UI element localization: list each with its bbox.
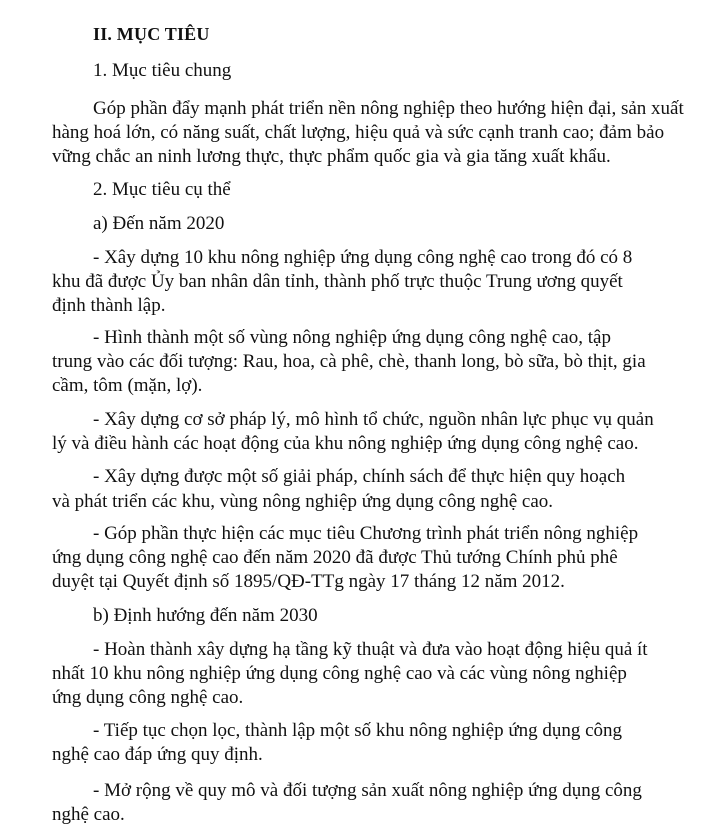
2020-item-2-line-2: trung vào các đối tượng: Rau, hoa, cà phê, chè, thanh long, bò sữa, bò thịt, gia [52,351,646,372]
2030-item-1-line-1: - Hoàn thành xây dựng hạ tầng kỹ thuật và đưa vào hoạt động hiệu quả ít [93,639,648,660]
2020-item-1-line-1: - Xây dựng 10 khu nông nghiệp ứng dụng công nghệ cao trong đó có 8 [93,247,633,268]
2020-item-1-line-2: khu đã được Ủy ban nhân dân tỉnh, thành phố trực thuộc Trung ương quyết [52,271,623,292]
2030-item-2-line-2: nghệ cao đáp ứng quy định. [52,744,263,765]
2020-item-3-line-2: lý và điều hành các hoạt động của khu nông nghiệp ứng dụng công nghệ cao. [52,433,639,454]
2030-item-1-line-2: nhất 10 khu nông nghiệp ứng dụng công nghệ cao và các vùng nông nghiệp [52,663,627,684]
2030-item-3-line-1: - Mở rộng về quy mô và đối tượng sản xuất nông nghiệp ứng dụng công [93,780,642,801]
section-heading: II. MỤC TIÊU [93,24,210,44]
general-text-line-1: Góp phần đẩy mạnh phát triển nền nông nghiệp theo hướng hiện đại, sản xuất [93,98,684,119]
general-text-line-2: hàng hoá lớn, có năng suất, chất lượng, hiệu quả và sức cạnh tranh cao; đảm bảo [52,122,665,143]
2020-item-5-line-3: duyệt tại Quyết định số 1895/QĐ-TTg ngày 17 tháng 12 năm 2012. [52,571,565,592]
2020-item-5-line-2: ứng dụng công nghệ cao đến năm 2020 đã được Thủ tướng Chính phủ phê [52,547,618,568]
general-text-line-3: vững chắc an ninh lương thực, thực phẩm quốc gia và gia tăng xuất khẩu. [52,146,611,167]
2020-item-5-line-1: - Góp phần thực hiện các mục tiêu Chương trình phát triển nông nghiệp [93,523,639,544]
2020-item-3-line-1: - Xây dựng cơ sở pháp lý, mô hình tổ chức, nguồn nhân lực phục vụ quản [93,409,654,430]
specific-objective-title: 2. Mục tiêu cụ thể [93,179,231,200]
2020-item-2-line-1: - Hình thành một số vùng nông nghiệp ứng dụng công nghệ cao, tập [93,327,611,348]
2030-item-3-line-2: nghệ cao. [52,804,125,825]
2030-item-1-line-3: ứng dụng công nghệ cao. [52,687,244,708]
2020-item-1-line-3: định thành lập. [52,295,166,316]
by-2030-title: b) Định hướng đến năm 2030 [93,605,318,626]
2030-item-2-line-1: - Tiếp tục chọn lọc, thành lập một số khu nông nghiệp ứng dụng công [93,720,623,741]
2020-item-4-line-1: - Xây dựng được một số giải pháp, chính sách để thực hiện quy hoạch [93,466,626,487]
general-objective-title: 1. Mục tiêu chung [93,60,232,81]
2020-item-4-line-2: và phát triển các khu, vùng nông nghiệp ứng dụng công nghệ cao. [52,491,554,512]
by-2020-title: a) Đến năm 2020 [93,213,225,234]
2020-item-2-line-3: cầm, tôm (mặn, lợ). [52,375,203,396]
